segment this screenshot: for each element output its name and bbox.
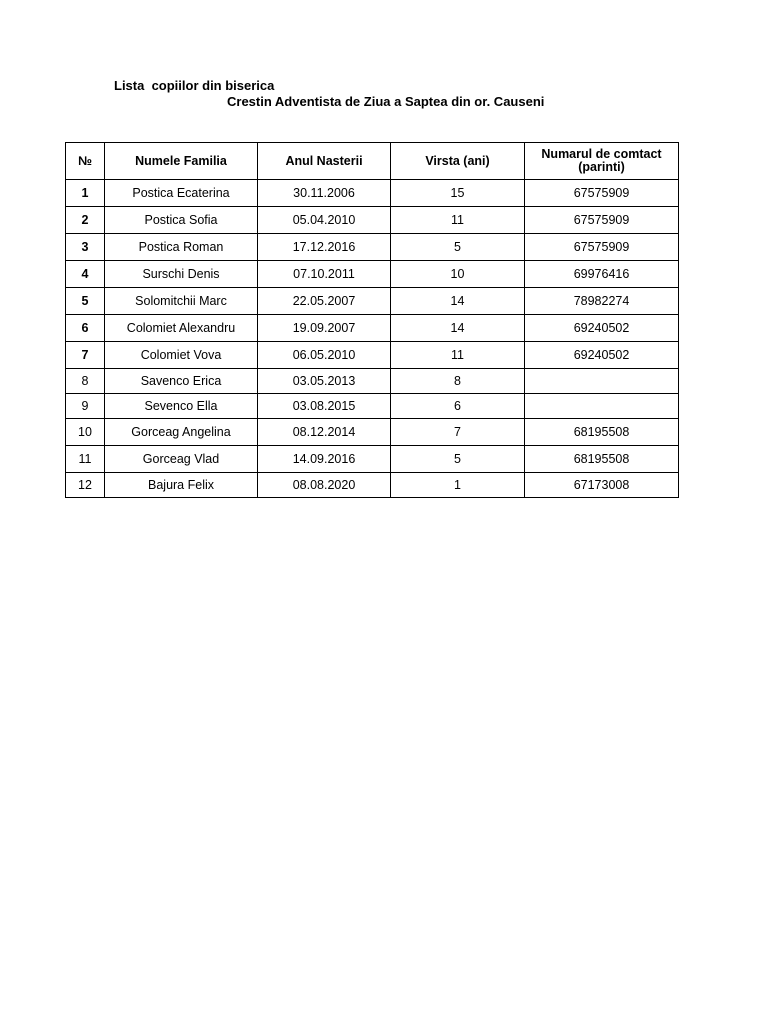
row-contact: 69240502 bbox=[525, 315, 679, 342]
row-number: 9 bbox=[66, 394, 105, 419]
row-contact bbox=[525, 369, 679, 394]
row-number: 12 bbox=[66, 473, 105, 498]
row-contact: 67575909 bbox=[525, 180, 679, 207]
row-birth-date: 08.12.2014 bbox=[258, 419, 391, 446]
table-row bbox=[66, 446, 679, 473]
table-header-row bbox=[66, 143, 679, 180]
row-contact: 67575909 bbox=[525, 207, 679, 234]
row-name: Colomiet Vova bbox=[105, 342, 258, 369]
document-title: Lista copiilor din biserica bbox=[114, 78, 275, 93]
row-number: 1 bbox=[66, 180, 105, 207]
row-contact: 78982274 bbox=[525, 288, 679, 315]
row-number: 5 bbox=[66, 288, 105, 315]
header-contact: Numarul de comtact (parinti) bbox=[525, 143, 679, 180]
table-row bbox=[66, 180, 679, 207]
row-birth-date: 30.11.2006 bbox=[258, 180, 391, 207]
row-age: 8 bbox=[391, 369, 525, 394]
row-number: 8 bbox=[66, 369, 105, 394]
table-row bbox=[66, 315, 679, 342]
table-row bbox=[66, 419, 679, 446]
row-birth-date: 06.05.2010 bbox=[258, 342, 391, 369]
row-name: Bajura Felix bbox=[105, 473, 258, 498]
table-row bbox=[66, 369, 679, 394]
row-birth-date: 03.08.2015 bbox=[258, 394, 391, 419]
row-number: 3 bbox=[66, 234, 105, 261]
row-name: Postica Ecaterina bbox=[105, 180, 258, 207]
row-age: 10 bbox=[391, 261, 525, 288]
document-subtitle: Crestin Adventista de Ziua a Saptea din or. Causeni bbox=[227, 94, 545, 109]
table-row bbox=[66, 342, 679, 369]
row-age: 1 bbox=[391, 473, 525, 498]
row-name: Solomitchii Marc bbox=[105, 288, 258, 315]
row-age: 11 bbox=[391, 207, 525, 234]
row-age: 14 bbox=[391, 315, 525, 342]
row-birth-date: 08.08.2020 bbox=[258, 473, 391, 498]
row-age: 5 bbox=[391, 446, 525, 473]
row-number: 10 bbox=[66, 419, 105, 446]
row-age: 15 bbox=[391, 180, 525, 207]
header-age: Virsta (ani) bbox=[391, 143, 525, 180]
row-name: Sevenco Ella bbox=[105, 394, 258, 419]
row-birth-date: 03.05.2013 bbox=[258, 369, 391, 394]
row-name: Postica Roman bbox=[105, 234, 258, 261]
row-birth-date: 05.04.2010 bbox=[258, 207, 391, 234]
table-row bbox=[66, 261, 679, 288]
row-name: Postica Sofia bbox=[105, 207, 258, 234]
row-age: 5 bbox=[391, 234, 525, 261]
row-number: 11 bbox=[66, 446, 105, 473]
row-number: 6 bbox=[66, 315, 105, 342]
row-name: Colomiet Alexandru bbox=[105, 315, 258, 342]
row-contact: 69240502 bbox=[525, 342, 679, 369]
row-birth-date: 19.09.2007 bbox=[258, 315, 391, 342]
row-age: 14 bbox=[391, 288, 525, 315]
header-birth-year: Anul Nasterii bbox=[258, 143, 391, 180]
row-number: 7 bbox=[66, 342, 105, 369]
row-contact bbox=[525, 394, 679, 419]
row-contact: 68195508 bbox=[525, 419, 679, 446]
table-row bbox=[66, 288, 679, 315]
row-number: 2 bbox=[66, 207, 105, 234]
row-name: Surschi Denis bbox=[105, 261, 258, 288]
row-contact: 67575909 bbox=[525, 234, 679, 261]
header-name: Numele Familia bbox=[105, 143, 258, 180]
row-contact: 68195508 bbox=[525, 446, 679, 473]
row-contact: 67173008 bbox=[525, 473, 679, 498]
table-row bbox=[66, 473, 679, 498]
row-birth-date: 14.09.2016 bbox=[258, 446, 391, 473]
row-birth-date: 07.10.2011 bbox=[258, 261, 391, 288]
row-age: 6 bbox=[391, 394, 525, 419]
row-age: 7 bbox=[391, 419, 525, 446]
row-birth-date: 17.12.2016 bbox=[258, 234, 391, 261]
table-row bbox=[66, 207, 679, 234]
table-row bbox=[66, 394, 679, 419]
table-row bbox=[66, 234, 679, 261]
row-number: 4 bbox=[66, 261, 105, 288]
row-name: Savenco Erica bbox=[105, 369, 258, 394]
row-name: Gorceag Vlad bbox=[105, 446, 258, 473]
children-table bbox=[65, 142, 679, 498]
header-number: № bbox=[66, 143, 105, 180]
row-name: Gorceag Angelina bbox=[105, 419, 258, 446]
row-contact: 69976416 bbox=[525, 261, 679, 288]
row-age: 11 bbox=[391, 342, 525, 369]
row-birth-date: 22.05.2007 bbox=[258, 288, 391, 315]
